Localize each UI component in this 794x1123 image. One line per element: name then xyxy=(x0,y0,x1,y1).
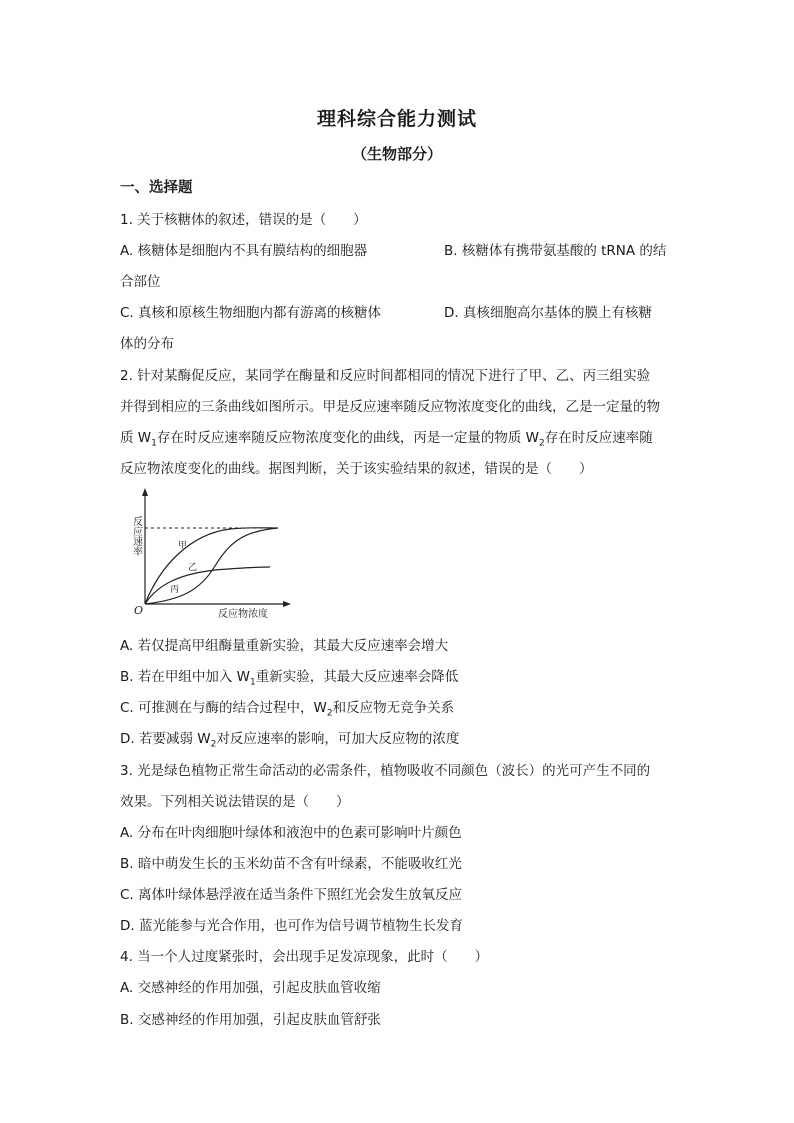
q2-option-a: A. 若仅提高甲组酶量重新实验，其最大反应速率会增大 xyxy=(120,638,449,654)
q2-stem-line1: 2. 针对某酶促反应，某同学在酶量和反应时间都相同的情况下进行了甲、乙、丙三组实验 xyxy=(120,368,651,384)
curve-jia xyxy=(145,528,278,604)
curve-bing-label: 丙 xyxy=(170,585,180,595)
q4-stem: 4. 当一个人过度紧张时，会出现手足发凉现象，此时（ ） xyxy=(120,949,489,965)
origin-label: O xyxy=(134,604,144,617)
q2-stem-line2: 并得到相应的三条曲线如图所示。甲是反应速率随反应物浓度变化的曲线，乙是一定量的物 xyxy=(120,399,660,415)
section-heading: 一、选择题 xyxy=(120,180,193,196)
x-axis-label: 反应物浓度 xyxy=(218,609,268,620)
curve-bing xyxy=(145,528,278,604)
q1-option-b: B. 核糖体有携带氨基酸的 tRNA 的结 xyxy=(444,243,667,259)
q2-stem-line3: 质 $W_1$存在时反应速率随反应物浓度变化的曲线，丙是一定量的物质 $W_2$存在时反应速率随 xyxy=(120,430,653,449)
curve-jia-label: 甲 xyxy=(178,541,188,551)
q3-option-d: D. 蓝光能参与光合作用，也可作为信号调节植物生长发育 xyxy=(120,918,463,934)
reaction-rate-graph xyxy=(120,486,295,621)
q1-option-b-cont: 合部位 xyxy=(120,274,161,290)
x-axis-arrow xyxy=(283,601,291,607)
q1-option-a: A. 核糖体是细胞内不具有膜结构的细胞器 xyxy=(120,243,368,259)
q3-option-b: B. 暗中萌发生长的玉米幼苗不含有叶绿素，不能吸收红光 xyxy=(120,856,462,872)
q1-option-c: C. 真核和原核生物细胞内都有游离的核糖体 xyxy=(120,305,382,321)
q4-option-b: B. 交感神经的作用加强，引起皮肤血管舒张 xyxy=(120,1012,381,1028)
y-axis-label: 反应速率 xyxy=(130,516,142,556)
curve-yi-label: 乙 xyxy=(188,563,198,573)
page-title: 理科综合能力测试 xyxy=(316,108,477,130)
page-subtitle: （生物部分） xyxy=(351,145,442,163)
curve-yi xyxy=(145,567,270,604)
q1-stem: 1. 关于核糖体的叙述，错误的是（ ） xyxy=(120,212,367,228)
q4-option-a: A. 交感神经的作用加强，引起皮肤血管收缩 xyxy=(120,980,381,996)
q2-option-c: C. 可推测在与酶的结合过程中，$W_2$和反应物无竞争关系 xyxy=(120,700,455,719)
q1-option-d: D. 真核细胞高尔基体的膜上有核糖 xyxy=(444,305,652,321)
q3-option-c: C. 离体叶绿体悬浮液在适当条件下照红光会发生放氧反应 xyxy=(120,887,463,903)
q2-option-d: D. 若要减弱 $W_2$对反应速率的影响，可加大反应物的浓度 xyxy=(120,731,460,750)
q2-stem-line4: 反应物浓度变化的曲线。据图判断，关于该实验结果的叙述，错误的是（ ） xyxy=(120,461,593,477)
q2-option-b: B. 若在甲组中加入 $W_1$重新实验，其最大反应速率会降低 xyxy=(120,669,459,688)
y-axis-arrow xyxy=(142,488,148,496)
q3-option-a: A. 分布在叶肉细胞叶绿体和液泡中的色素可影响叶片颜色 xyxy=(120,825,462,841)
q3-stem-line2: 效果。下列相关说法错误的是（ ） xyxy=(120,794,350,810)
q1-option-d-cont: 体的分布 xyxy=(120,336,174,352)
q3-stem-line1: 3. 光是绿色植物正常生命活动的必需条件，植物吸收不同颜色（波长）的光可产生不同的 xyxy=(120,763,651,779)
